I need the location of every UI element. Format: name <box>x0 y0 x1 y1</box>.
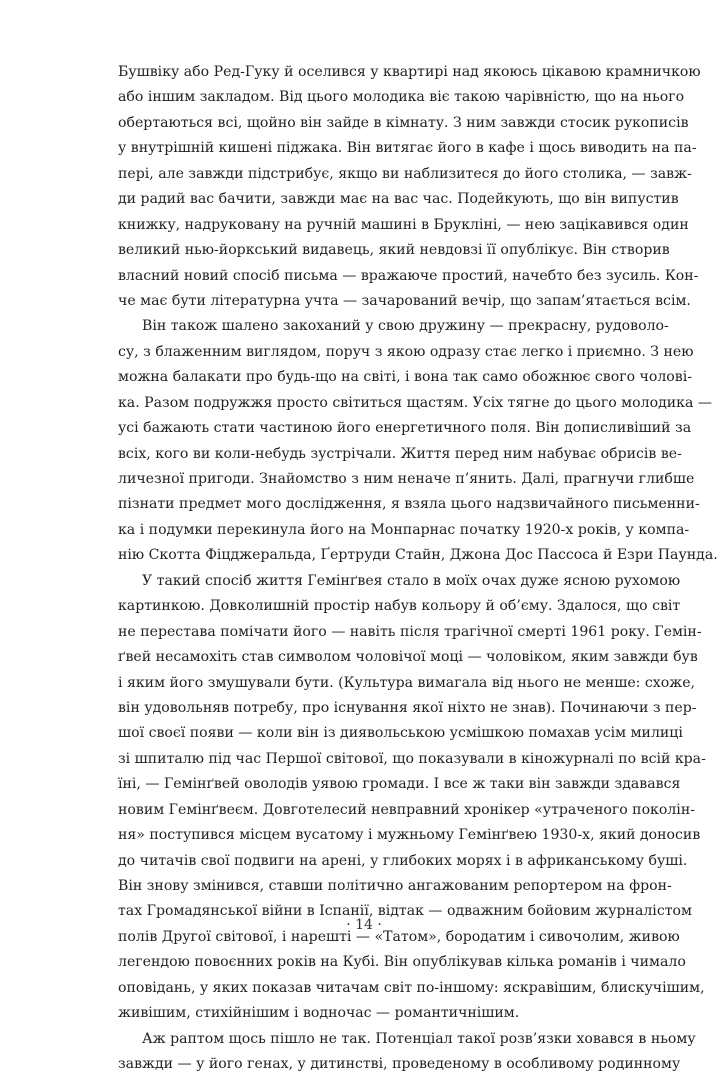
paragraph <box>118 60 701 314</box>
paragraph <box>118 569 706 1027</box>
text-line: че має бути літературна учта — зачарований вечір, що запам’ятається всім. <box>118 292 691 309</box>
text-line: великий нью-йоркський видавець, який невдовзі її опублікує. Він створив <box>118 242 670 259</box>
text-line: він удовольняв потребу, про існування якої ніхто не знав). Починаючи з пер- <box>118 699 697 716</box>
text-line: можна балакати про будь-що на світі, і вона так само обожнює свого чолові- <box>118 369 692 386</box>
text-line: су, з блаженним виглядом, поруч з якою одразу стає легко і приємно. З нею <box>118 343 694 360</box>
text-line: не перестава помічати його — навіть після трагічної смерті 1961 року. Гемін- <box>118 623 702 640</box>
page-number: · 14 · <box>346 917 382 933</box>
text-line: ка і подумки перекинула його на Монпарнас початку 1920-х років, у компа- <box>118 521 690 538</box>
text-line: у внутрішній кишені піджака. Він витягає його в кафе і щось виводить на па- <box>118 140 697 157</box>
paragraph <box>118 314 718 568</box>
text-line: і яким його змушували бути. (Культура вимагала від нього не менше: схоже, <box>118 674 696 691</box>
text-line: або іншим закладом. Від цього молодика віє такою чарівністю, що на нього <box>118 89 685 106</box>
text-line: пері, але завжди підстрибує, якщо ви наблизитеся до його столика, — завж- <box>118 165 692 182</box>
text-line: тах Громадянської війни в Іспанії, відтак — одважним бойовим журналістом <box>118 903 692 920</box>
text-line: личезної пригоди. Знайомство з ним неначе п’янить. Далі, прагнучи глибше <box>118 471 695 487</box>
text-line: живішим, стихійнішим і водночас — романтичнішим. <box>118 1005 520 1022</box>
text-line: пізнати предмет мого дослідження, я взяла цього надзвичайного письменни- <box>118 496 700 513</box>
text-line: шої своєї появи — коли він із диявольською усмішкою помахав усім милиці <box>118 725 683 742</box>
text-line: обертаються всі, щойно він зайде в кімнату. З ним завжди стосик рукописів <box>118 114 689 131</box>
text-line: легендою повоєнних років на Кубі. Він опублікував кілька романів і чимало <box>118 954 686 971</box>
text-line: Бушвіку або Ред-Гуку й оселився у квартирі над якоюсь цікавою крамничкою <box>118 64 701 80</box>
text-line: всіх, кого ви коли-небудь зустрічали. Життя перед ним набуває обрисів ве- <box>118 445 682 462</box>
text-line: завжди — у його генах, у дитинстві, проведеному в особливому родинному <box>118 1056 681 1073</box>
text-line: ґвей несамохіть став символом чоловічої моці — чоловіком, яким завжди був <box>118 649 698 666</box>
text-line: новим Гемінґвеєм. Довготелесий невправний хронікер «утраченого поколін- <box>118 801 695 818</box>
text-line: У такий спосіб життя Гемінґвея стало в моїх очах дуже ясною рухомою <box>142 572 681 589</box>
text-line: ди радий вас бачити, завжди має на вас час. Подейкують, що він випустив <box>118 191 679 208</box>
text-line: ка. Разом подружжя просто світиться щастям. Усіх тягне до цього молодика — <box>118 394 712 411</box>
text-line: оповідань, у яких показав читачам світ по-іншому: яскравішим, блискучішим, <box>118 979 705 996</box>
text-line: картинкою. Довколишній простір набув кольору й об’єму. Здалося, що світ <box>118 598 681 615</box>
text-line: полів Другої світової, і нарешті — «Татом», бородатим і сивочолим, живою <box>118 928 680 945</box>
text-line: книжку, надруковану на ручній машині в Брукліні, — нею зацікавився один <box>118 216 689 233</box>
text-line: власний новий спосіб письма — вражаюче простий, начебто без зусиль. Кон- <box>118 267 699 284</box>
paragraph <box>118 1027 696 1078</box>
text-line: до читачів свої подвиги на арені, у глибоких морях і в африканському буші. <box>118 852 688 869</box>
text-line: нію Скотта Фіцджеральда, Ґертруди Стайн, Джона Дос Пассоса й Езри Паунда. <box>118 547 718 564</box>
text-line: Він також шалено закоханий у свою дружину — прекрасну, рудоволо- <box>142 318 669 335</box>
text-line: усі бажають стати частиною його енергетичного поля. Він дописливіший за <box>118 420 692 437</box>
text-line: ня» поступився місцем вусатому і мужньому Гемінґвею 1930-х, який доносив <box>118 827 701 844</box>
text-line: їні, — Гемінґвей оволодів уявою громади. І все ж таки він завжди здавався <box>118 776 681 793</box>
text-line: Аж раптом щось пішло не так. Потенціал такої розв’язки ховався в ньому <box>142 1030 696 1047</box>
text-line: Він знову змінився, ставши політично ангажованим репортером на фрон- <box>118 878 672 894</box>
text-line: зі шпиталю під час Першої світової, що показували в кіножурналі по всій кра- <box>118 750 706 767</box>
